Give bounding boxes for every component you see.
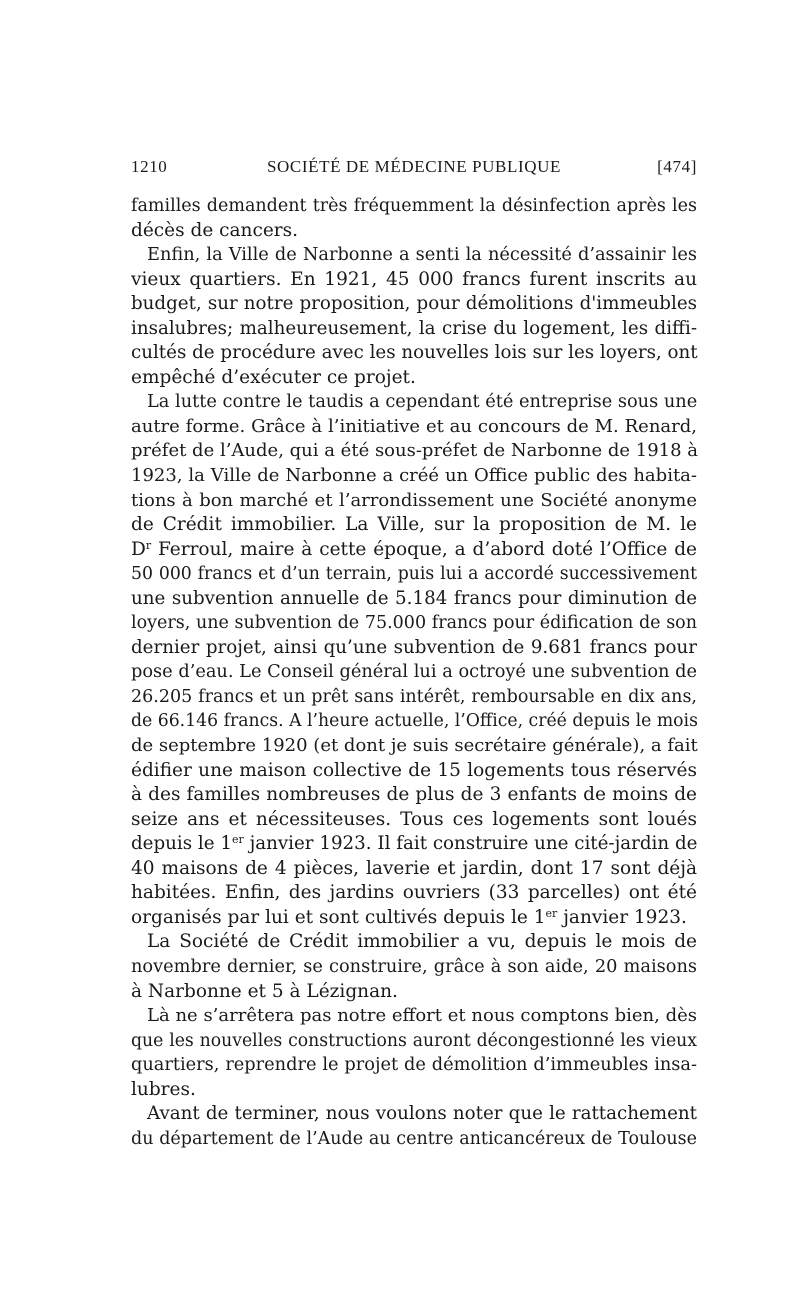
text-line: loyers, une subvention de 75.000 francs pour édification de son xyxy=(131,613,697,634)
text-line: Avant de terminer, nous voulons noter que le rattachement xyxy=(147,1103,697,1125)
text-line: insalubres; malheureusement, la crise du logement, les diffi- xyxy=(131,317,697,339)
text-line: dernier projet, ainsi qu’une subvention de 9.681 francs pour xyxy=(131,636,697,658)
text-line: 50 000 francs et d’un terrain, puis lui a accordé successivement xyxy=(131,564,697,585)
text-line: de 66.146 francs. A l’heure actuelle, l’Office, créé depuis le mois xyxy=(131,711,698,732)
text-line: Là ne s’arrêtera pas notre effort et nous comptons bien, dès xyxy=(147,1005,697,1027)
text-line: La Société de Crédit immobilier a vu, depuis le mois de xyxy=(147,931,697,953)
text-line: tions à bon marché et l’arrondissement une Société anonyme xyxy=(131,489,697,511)
text-line: organisés par lui et sont cultivés depuis le 1er janvier 1923. xyxy=(131,906,687,928)
text-line: empêché d’exécuter ce projet. xyxy=(131,366,416,388)
page-number: 1210 xyxy=(131,157,168,176)
text-line: $D^r$ Ferroul, maire à cette époque, a d’abord doté l’Office de xyxy=(131,538,697,560)
text-line: que les nouvelles constructions auront décongestionné les vieux xyxy=(131,1030,697,1051)
text-line: décès de cancers. xyxy=(131,219,298,241)
text-line: de septembre 1920 (et dont je suis secrétaire générale), a fait xyxy=(131,735,698,757)
text-line: édifier une maison collective de 15 logements tous réservés xyxy=(131,759,697,781)
text-line: novembre dernier, se construire, grâce à son aide, 20 maisons xyxy=(131,956,697,977)
running-head xyxy=(131,157,697,179)
body-text xyxy=(131,194,697,1151)
text-line: 26.205 francs et un prêt sans intérêt, remboursable en dix ans, xyxy=(131,686,697,707)
text-line: pose d’eau. Le Conseil général lui a octroyé une subvention de xyxy=(131,662,697,683)
text-line: préfet de l’Aude, qui a été sous-préfet de Narbonne de 1918 à xyxy=(131,440,699,462)
text-line: La lutte contre le taudis a cependant été entreprise sous une xyxy=(147,392,698,413)
text-line: quartiers, reprendre le projet de démolition d’immeubles insa- xyxy=(131,1055,697,1076)
book-page xyxy=(131,0,697,1304)
text-line: depuis le 1er janvier 1923. Il fait construire une cité-jardin de xyxy=(131,833,698,855)
text-line: cultés de procédure avec les nouvelles lois sur les loyers, ont xyxy=(131,342,698,364)
text-line: 40 maisons de 4 pièces, laverie et jardin, dont 17 sont déjà xyxy=(131,857,697,879)
text-line: lubres. xyxy=(131,1078,196,1100)
page-reference: [474] xyxy=(657,157,697,176)
text-line: du département de l’Aude au centre anticancéreux de Toulouse xyxy=(131,1128,697,1149)
text-line: de Crédit immobilier. La Ville, sur la proposition de M. le xyxy=(131,514,697,536)
text-line: à Narbonne et 5 à Lézignan. xyxy=(131,980,398,1002)
text-line: budget, sur notre proposition, pour démolitions d'immeubles xyxy=(131,293,697,315)
text-line: habitées. Enfin, des jardins ouvriers (33 parcelles) ont été xyxy=(131,882,697,904)
text-line: Enfin, la Ville de Narbonne a senti la nécessité d’assainir les xyxy=(147,245,697,266)
text-line: 1923, la Ville de Narbonne a créé un Office public des habita- xyxy=(131,465,697,487)
text-line: familles demandent très fréquemment la désinfection après les xyxy=(131,196,697,216)
text-line: seize ans et nécessiteuses. Tous ces logements sont loués xyxy=(131,808,697,830)
journal-title: SOCIÉTÉ DE MÉDECINE PUBLIQUE xyxy=(267,157,561,176)
text-line: à des familles nombreuses de plus de 3 enfants de moins de xyxy=(131,784,697,806)
text-line: une subvention annuelle de 5.184 francs pour diminution de xyxy=(131,587,697,609)
text-line: autre forme. Grâce à l’initiative et au concours de M. Renard, xyxy=(131,415,697,437)
text-line: vieux quartiers. En 1921, 45 000 francs furent inscrits au xyxy=(131,268,697,290)
